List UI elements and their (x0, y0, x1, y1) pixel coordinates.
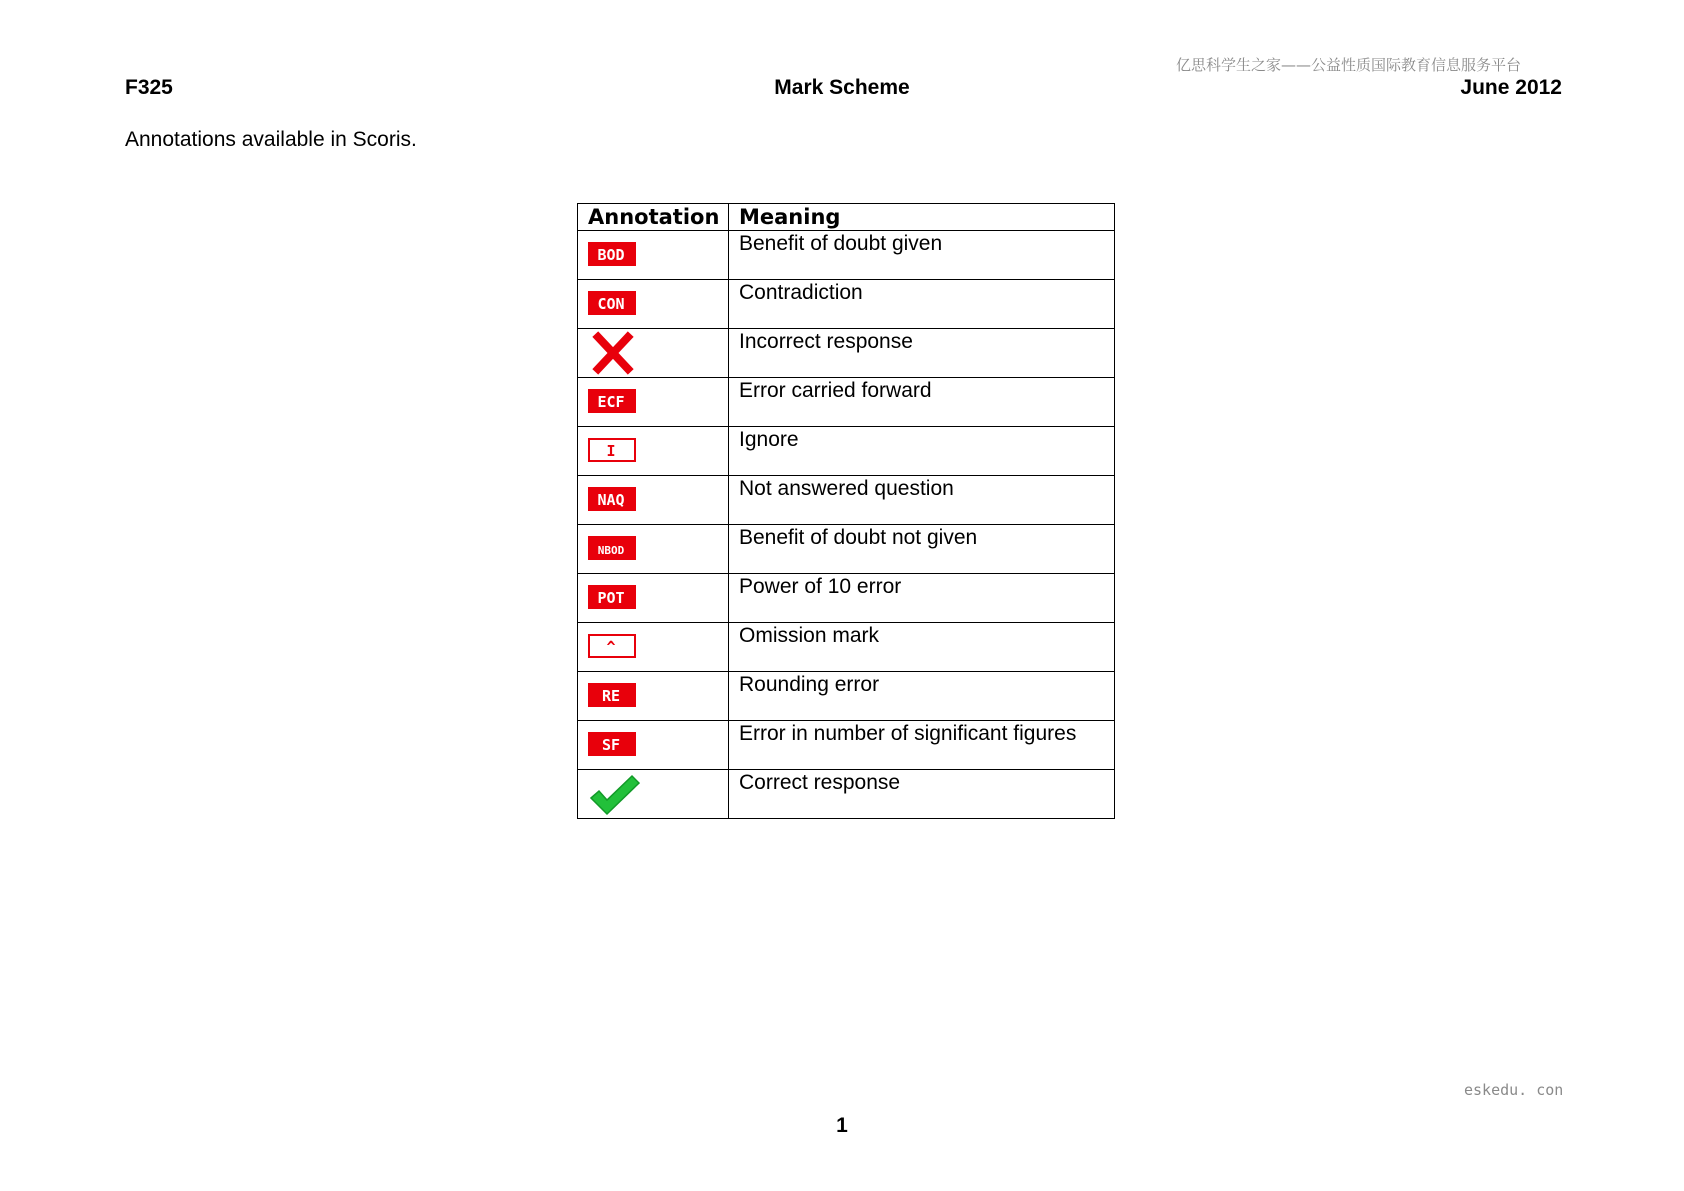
table-row (578, 427, 1115, 476)
bod-stamp-icon (588, 233, 640, 277)
meaning-text: Power of 10 error (739, 575, 902, 598)
stamp-text: ^ (606, 638, 616, 656)
annotation-cell (578, 525, 729, 574)
stamp-text: SF (601, 736, 621, 754)
annotation-cell (578, 476, 729, 525)
ignore-stamp-icon (588, 429, 640, 473)
page-number: 1 (836, 1114, 848, 1137)
table-row (578, 574, 1115, 623)
stamp-text: CON (597, 295, 625, 313)
stamp-text: NAQ (597, 491, 625, 509)
table-row (578, 231, 1115, 280)
annotation-cell (578, 770, 729, 819)
meaning-cell (729, 574, 1115, 623)
column-header-annotation: Annotation (578, 204, 729, 231)
omission-stamp-icon (588, 625, 640, 669)
paper-code: F325 (125, 76, 173, 99)
annotation-cell (578, 231, 729, 280)
table-row (578, 525, 1115, 574)
meaning-cell (729, 329, 1115, 378)
annotation-cell (578, 427, 729, 476)
table-row (578, 623, 1115, 672)
annotation-cell (578, 721, 729, 770)
stamp-text: NBOD (597, 544, 625, 557)
table-row (578, 770, 1115, 819)
stamp-text: POT (597, 589, 625, 607)
meaning-cell (729, 231, 1115, 280)
annotation-cell (578, 574, 729, 623)
meaning-text: Error carried forward (739, 379, 932, 402)
stamp-text: ECF (597, 393, 625, 411)
naq-stamp-icon (588, 478, 640, 522)
tick-icon (588, 772, 640, 816)
meaning-cell (729, 770, 1115, 819)
sf-stamp-icon (588, 723, 640, 767)
meaning-text: Benefit of doubt not given (739, 526, 978, 549)
meaning-text: Omission mark (739, 624, 880, 647)
meaning-cell (729, 525, 1115, 574)
annotations-table (577, 203, 1115, 819)
meaning-text: Error in number of significant figures (739, 722, 1077, 745)
table-row (578, 672, 1115, 721)
table-row (578, 721, 1115, 770)
meaning-text: Correct response (739, 771, 901, 794)
nbod-stamp-icon (588, 527, 640, 571)
table-row (578, 329, 1115, 378)
table-row (578, 280, 1115, 329)
table-row (578, 378, 1115, 427)
meaning-cell (729, 280, 1115, 329)
table-row (578, 476, 1115, 525)
meaning-text: Benefit of doubt given (739, 232, 943, 255)
annotation-cell (578, 329, 729, 378)
meaning-text: Contradiction (739, 281, 863, 304)
pot-stamp-icon (588, 576, 640, 620)
meaning-cell (729, 427, 1115, 476)
intro-text: Annotations available in Scoris. (125, 128, 417, 151)
annotation-cell (578, 280, 729, 329)
meaning-text: Incorrect response (739, 330, 913, 353)
re-stamp-icon (588, 674, 640, 718)
stamp-text: I (606, 442, 616, 460)
cross-icon (588, 331, 640, 375)
stamp-text: BOD (597, 246, 625, 264)
table-header-row (578, 204, 1115, 231)
meaning-cell (729, 623, 1115, 672)
con-stamp-icon (588, 282, 640, 326)
watermark-bottom: eskedu. con (1464, 1081, 1564, 1099)
meaning-cell (729, 476, 1115, 525)
stamp-text: RE (601, 687, 621, 705)
annotation-cell (578, 378, 729, 427)
meaning-cell (729, 672, 1115, 721)
watermark-top: 亿思科学生之家——公益性质国际教育信息服务平台 (1176, 56, 1522, 74)
meaning-text: Ignore (739, 428, 799, 451)
exam-date: June 2012 (1460, 76, 1562, 99)
annotations-body (578, 231, 1115, 819)
annotation-cell (578, 672, 729, 721)
meaning-cell (729, 721, 1115, 770)
meaning-cell (729, 378, 1115, 427)
annotation-cell (578, 623, 729, 672)
meaning-text: Not answered question (739, 477, 954, 500)
ecf-stamp-icon (588, 380, 640, 424)
meaning-text: Rounding error (739, 673, 880, 696)
column-header-meaning: Meaning (729, 204, 1115, 231)
document-title: Mark Scheme (774, 76, 910, 99)
